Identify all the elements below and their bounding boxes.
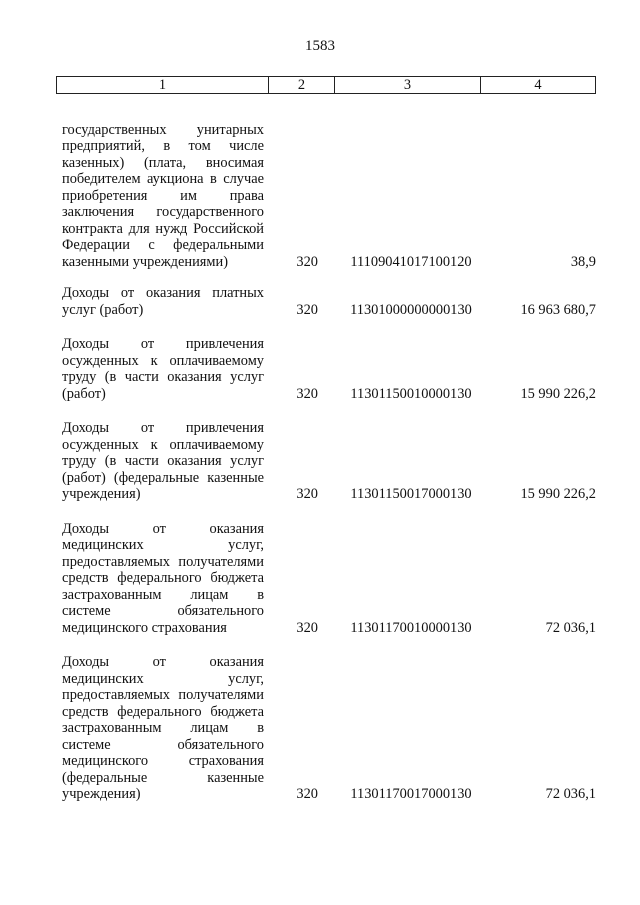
row-description: Доходы от оказания платных услуг (работ) [62, 285, 264, 318]
table-header-row [56, 76, 596, 94]
row-amount: 15 990 226,2 [520, 385, 596, 402]
table-body [56, 96, 596, 803]
column-header-1: 1 [57, 77, 269, 93]
page-number: 1583 [305, 38, 335, 54]
row-budget-code: 11301170010000130 [350, 619, 472, 636]
column-header-3: 3 [335, 77, 481, 93]
row-admin-code: 320 [296, 253, 318, 270]
row-budget-code: 11109041017100120 [350, 253, 472, 270]
row-admin-code: 320 [296, 619, 318, 636]
row-amount: 15 990 226,2 [520, 486, 596, 502]
row-amount: 16 963 680,7 [520, 301, 596, 318]
row-budget-code: 11301150010000130 [350, 385, 472, 402]
row-admin-code: 320 [296, 486, 318, 502]
table-row [56, 285, 596, 318]
row-description: Доходы от оказания медицинских услуг, предоставляемых получателями средств федерального бюджета застрахованным лицам в системе обязательного медицинского страхования (федеральные казенные учреждения) [62, 654, 264, 802]
row-description: Доходы от привлечения осужденных к оплачиваемому труду (в части оказания услуг (работ) [62, 336, 264, 402]
row-budget-code: 11301150017000130 [350, 486, 472, 502]
row-description: Доходы от привлечения осужденных к оплачиваемому труду (в части оказания услуг (работ) (федеральные казенные учреждения) [62, 420, 264, 502]
column-header-2: 2 [269, 77, 335, 93]
table-row [56, 96, 596, 270]
row-amount: 72 036,1 [545, 619, 596, 636]
table-row [56, 654, 596, 803]
row-admin-code: 320 [296, 385, 318, 402]
row-description: государственных унитарных предприятий, в том числе казенных) (плата, вносимая победителем аукциона в случае приобретения им права заключения государственного контракта для нужд Российской Федерации с федеральными казенными учреждениями) [62, 121, 264, 270]
table-row [56, 420, 596, 503]
row-budget-code: 11301170017000130 [350, 786, 472, 802]
row-admin-code: 320 [296, 786, 318, 802]
row-budget-code: 11301000000000130 [350, 301, 472, 318]
row-amount: 72 036,1 [545, 786, 596, 802]
row-amount: 38,9 [570, 253, 596, 270]
table-row [56, 521, 596, 637]
table-row [56, 336, 596, 402]
column-header-4: 4 [534, 77, 542, 93]
row-description: Доходы от оказания медицинских услуг, предоставляемых получателями средств федерального бюджета застрахованным лицам в системе обязательного медицинского страхования [62, 520, 264, 636]
row-admin-code: 320 [296, 301, 318, 318]
